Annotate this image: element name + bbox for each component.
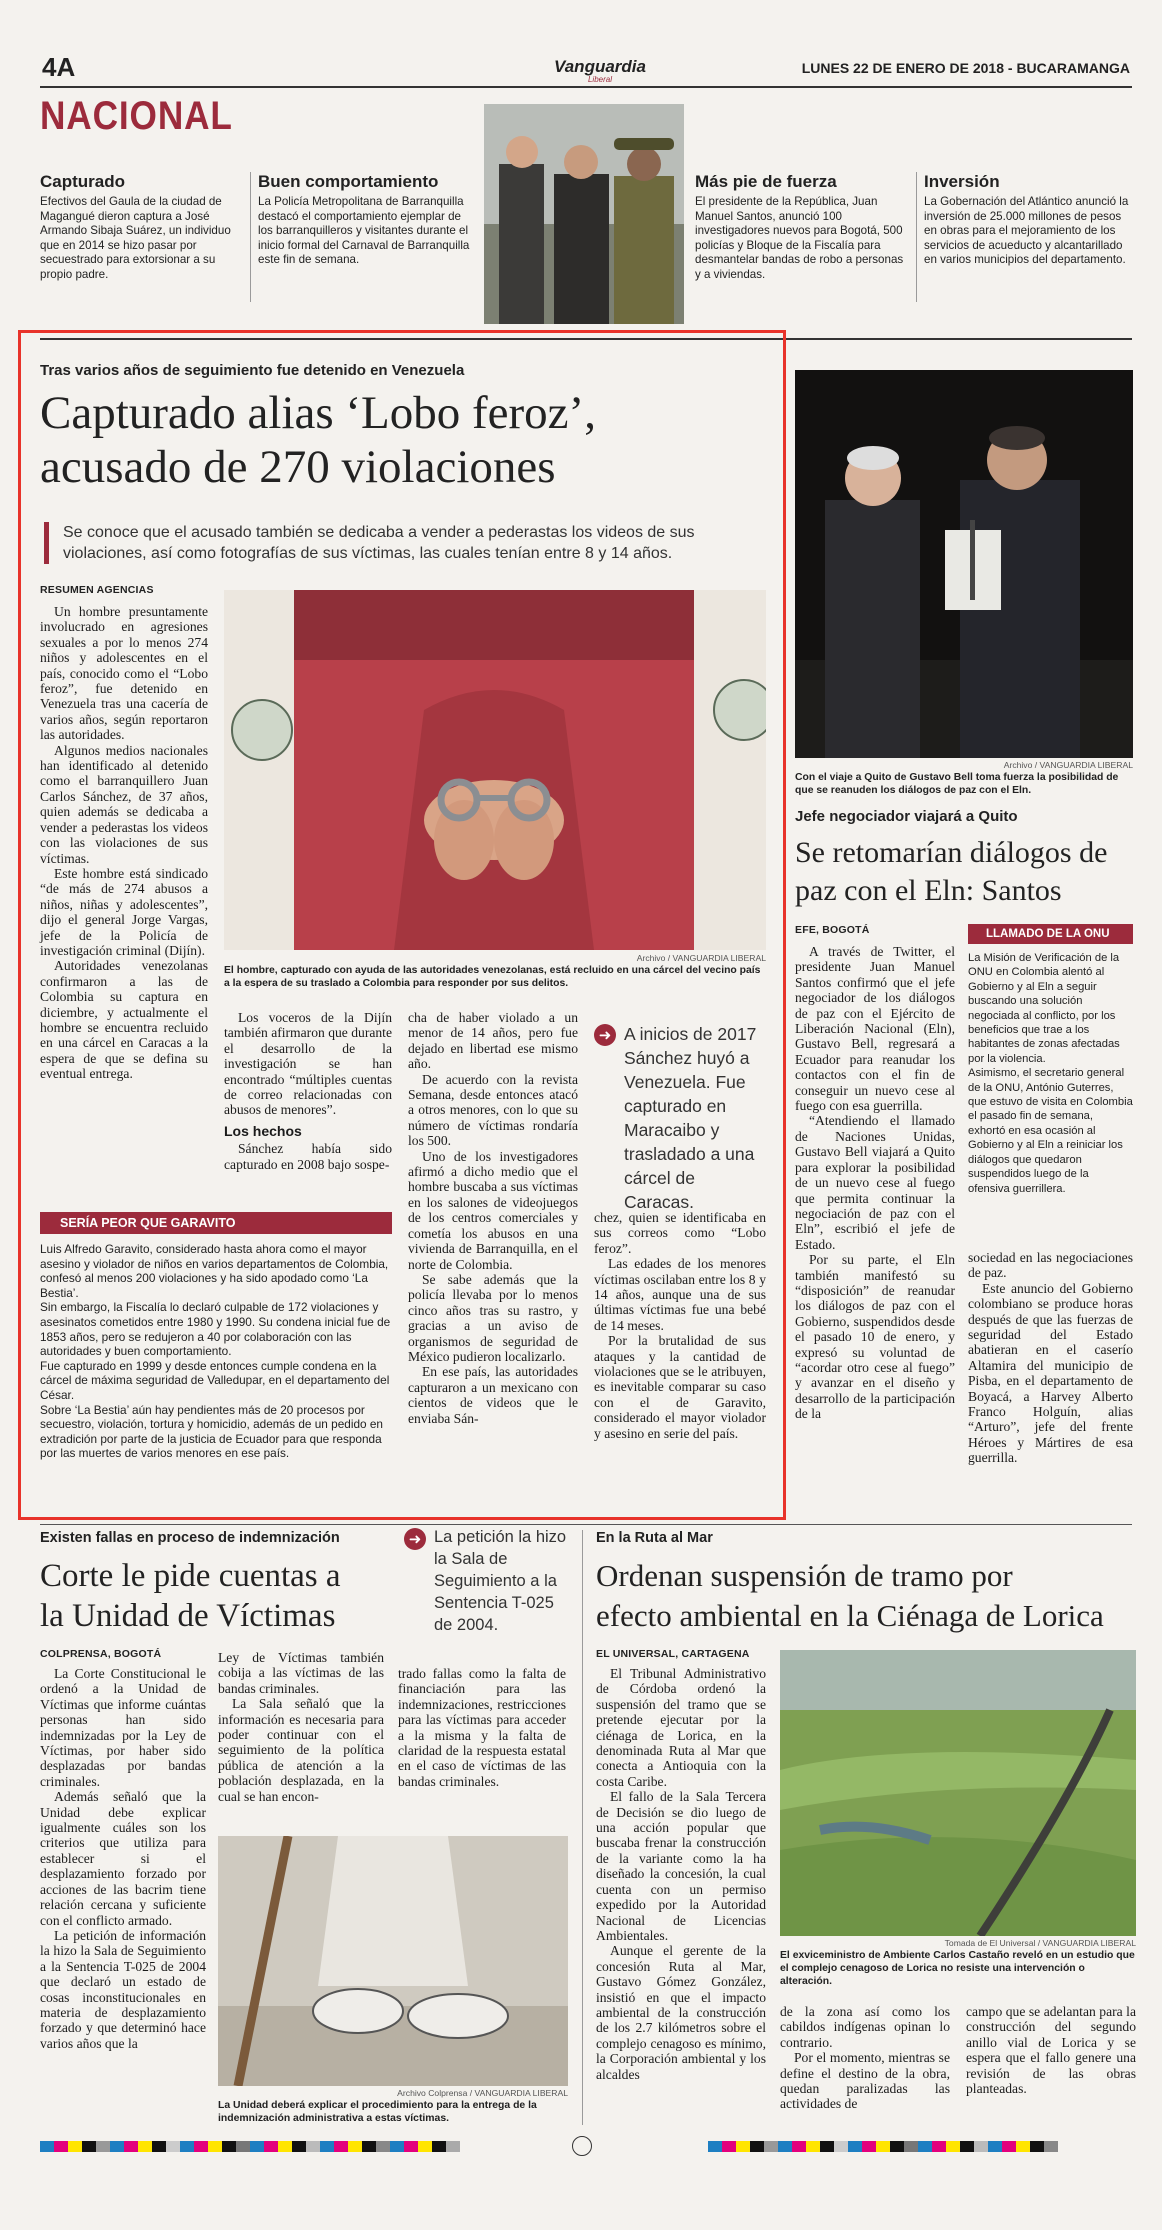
- headline-line: Corte le pide cuentas a: [40, 1558, 341, 1594]
- lobo-deck: [44, 522, 779, 564]
- paragraph: Por su parte, el Eln también manifestó su “disposición” de reanudar los diálogos de paz con el Gobierno, suspendidos desde el pasado 10 de enero, y expresó su voluntad de “acordar otro cese al fuego” y avanzar en el diseño y desarrollo de la participación de la: [795, 1252, 955, 1422]
- eln-photo-credit: Archivo / VANGUARDIA LIBERAL: [1003, 760, 1133, 770]
- lobo-kicker: Tras varios años de seguimiento fue detenido en Venezuela: [40, 362, 465, 379]
- brief-text: El presidente de la República, Juan Manuel Santos, anunció 100 investigadores nuevos para Bogotá, 500 policías y Bloque de la Fiscalía para desmantelar bandas de robo a personas y a viviendas.: [695, 195, 904, 281]
- victimas-kicker: Existen fallas en proceso de indemnización: [40, 1530, 340, 1546]
- box-paragraph: La Misión de Verificación de la ONU en Colombia alentó al Gobierno y al Eln a seguir buscando una solución negociada al conflicto, por los beneficios que trae a los habitantes de zonas afectadas por la violencia.: [968, 952, 1120, 1065]
- brief-title: Buen comportamiento: [258, 172, 439, 191]
- victimas-pull: [404, 1528, 574, 1634]
- onu-box: [968, 924, 1133, 1196]
- paragraph: Aunque el gerente de la concesión Ruta al Mar, Gustavo Gómez González, insistió en que el impacto ambiental de la construcción de los 2.7 kilómetros sobre el complejo cenagoso es mínimo, la Corporación ambiental y los alcaldes: [596, 1943, 766, 2082]
- paragraph: Este anuncio del Gobierno colombiano se produce horas después de que las fuerzas de seguridad del Estado abatieran en el caserío Altamira del municipio de Pisba, en el departamento de Boyacá, a Harvey Alberto Franco Holguín, alias “Arturo”, jefe del frente Héroes y Mártires de esa guerrilla.: [968, 1280, 1133, 1466]
- lobo-photo: [224, 590, 766, 950]
- brief-buen-comportamiento: [258, 172, 470, 268]
- lorica-col2: [780, 2004, 950, 2112]
- sidebar-paragraph: Sobre ‘La Bestia’ aún hay pendientes más de 20 procesos por secuestro, violación, tortura y homicidio, además de un pedido en extradición por parte de la justicia de Ecuador para que responda por las muertes de varios menores en ese país.: [40, 1402, 383, 1461]
- lobo-col3: [408, 1010, 578, 1426]
- subhead: Los hechos: [224, 1122, 302, 1139]
- sidebar-paragraph: Sin embargo, la Fiscalía lo declaró culpable de 172 violaciones y asesinatos cometidos entre 1980 y 1990. Su condena inicial fue de 1853 años, pero se redujeron a 40 por colaboración con las autoridades y buen comportamiento.: [40, 1300, 391, 1359]
- paragraph: Además señaló que la Unidad debe explicar igualmente cuáles son los criterios que utiliza para establecer si el desplazamiento forzado por acciones de las bacrim tiene relación cercana y suficiente con el conflicto armado.: [40, 1789, 206, 1928]
- brief-title: Capturado: [40, 172, 125, 191]
- header-date: LUNES 22 DE ENERO DE 2018 - BUCARAMANGA: [801, 60, 1130, 76]
- victimas-headline: [40, 1556, 400, 1636]
- lobo-headline: [40, 386, 780, 494]
- paragraph: La Corte Constitucional le ordenó a la Unidad de Víctimas que informe cuántas personas han sido indemnizadas por la Ley de Víctimas, por haber sido desplazadas por bandas criminales.: [40, 1666, 206, 1789]
- paragraph: chez, quien se identificaba en sus correos como “Lobo feroz”.: [594, 1210, 766, 1256]
- pull-text: La petición la hizo la Sala de Seguimiento a la Sentencia T-025 de 2004.: [434, 1528, 567, 1634]
- garavito-sidebar: [40, 1212, 392, 1461]
- brief-divider: [916, 172, 917, 302]
- paragraph: Se sabe además que la policía llevaba por lo menos cinco años tras su rastro, y gracias a un aviso de organismos de seguridad de México pudieron localizarlo.: [408, 1271, 578, 1364]
- paragraph: Las edades de los menores víctimas oscilaban entre los 8 y 14 años, aunque una de sus últimas víctimas fue una bebé de 14 meses.: [594, 1256, 766, 1333]
- headline-line: Ordenan suspensión de tramo por: [596, 1558, 1013, 1593]
- victimas-photo: [218, 1836, 568, 2086]
- sidebar-title: SERÍA PEOR QUE GARAVITO: [40, 1212, 392, 1234]
- lorica-col3: [966, 2004, 1136, 2096]
- section-title: NACIONAL: [40, 94, 233, 138]
- brief-capturado: [40, 172, 240, 283]
- registration-mark-icon: [572, 2136, 592, 2156]
- eln-headline: Se retomarían diálogos de paz con el Eln: Santos: [795, 836, 1108, 907]
- headline-line: efecto ambiental en la Ciénaga de Lorica: [596, 1598, 1104, 1633]
- paragraph: sociedad en las negociaciones de paz.: [968, 1250, 1133, 1281]
- lorica-col1: [596, 1666, 766, 2082]
- lobo-byline: RESUMEN AGENCIAS: [40, 584, 154, 596]
- lobo-col1: [40, 604, 208, 1082]
- newspaper-logo: Vanguardia Liberal: [554, 57, 646, 84]
- lorica-photo-credit: Tomada de El Universal / VANGUARDIA LIBERAL: [944, 1938, 1136, 1948]
- paragraph: “Atendiendo el llamado de Naciones Unidas, Gustavo Bell viajará a Quito para explorar la posibilidad de un nuevo cese al fuego que permita continuar la negociación de paz con el Eln”, escribió el jefe de Estado.: [795, 1113, 955, 1252]
- lobo-col2: [224, 1010, 392, 1172]
- page-number: 4A: [42, 52, 76, 82]
- paragraph: Uno de los investigadores afirmó a dicho medio que el hombre buscaba a sus víctimas en los salones de videojuegos de los centros comerciales y cometía los abusos en una vivienda de Barranquilla, en el norte de Colombia.: [408, 1148, 578, 1272]
- paragraph: de la zona así como los cabildos indígenas opinan lo contrario.: [780, 2004, 950, 2050]
- sidebar-paragraph: Fue capturado en 1999 y desde entonces cumple condena en la cárcel de máxima seguridad de Valledupar, en el departamento del César.: [40, 1358, 390, 1402]
- paragraph: Algunos medios nacionales han identificado al detenido como el barranquillero Juan Carlos Sánchez, de 37 años, quien además se dedicaba a vender a pederastas los videos con las violaciones de sus víctimas.: [40, 742, 208, 866]
- paragraph: Autoridades venezolanas confirmaron a las de Colombia su captura en diciembre, y actualmente el hombre se encuentra recluido en una cárcel en Caracas a la espera de que se defina su eventual entrega.: [40, 958, 208, 1082]
- headline-line: Capturado alias ‘Lobo feroz’,: [40, 387, 596, 439]
- paragraph: De acuerdo con la revista Semana, desde entonces atacó a otros menores, con lo que su número de víctimas rondaría los 500.: [408, 1071, 578, 1149]
- paragraph: Por la brutalidad de sus ataques y la cantidad de violaciones que se le atribuyen, es inevitable comparar su caso con el de Garavito, considerado el mayor violador y asesino en serie del país.: [594, 1333, 766, 1441]
- paragraph: campo que se adelantan para la construcción del segundo anillo vial de Lorica y se espera que el fallo genere una revisión de las obras planteadas.: [966, 2004, 1136, 2097]
- sidebar-paragraph: Luis Alfredo Garavito, considerado hasta ahora como el mayor asesino y violador de niños en varios departamentos de Colombia, confesó al menos 200 violaciones y ha sido apodado como ‘La Bestia’.: [40, 1242, 389, 1300]
- bottom-section-rule: [40, 1524, 1132, 1525]
- headline-line: la Unidad de Víctimas: [40, 1598, 336, 1634]
- paragraph: Sánchez había sido capturado en 2008 bajo sospe-: [224, 1141, 392, 1172]
- box-title: LLAMADO DE LA ONU: [968, 924, 1133, 944]
- paragraph: El Tribunal Administrativo de Córdoba ordenó la suspensión del tramo que se pretende ejecutar por la ciénaga de Lorica, en la denominada Ruta al Mar que conecta a Antioquia con la costa Caribe.: [596, 1666, 766, 1789]
- victimas-col2: [218, 1650, 384, 1804]
- paragraph: Un hombre presuntamente involucrado en agresiones sexuales a por lo menos 274 niños y adolescentes en el país, conocido como el “Lobo feroz”, fue detenido en Venezuela tras una cacería de varios años, según reportaron las autoridades.: [40, 604, 208, 743]
- victimas-photo-caption: La Unidad deberá explicar el procedimiento para la entrega de la indemnización administrativa a estas víctimas.: [218, 2100, 537, 2124]
- arrow-icon: ➜: [404, 1528, 426, 1550]
- paragraph: trado fallas como la falta de financiación para las indemnizaciones, restricciones para las víctimas para acceder a la misma y la falta de claridad de la respuesta estatal en el caso de víctimas de las bandas criminales.: [398, 1666, 566, 1789]
- brief-text: La Policía Metropolitana de Barranquilla destacó el comportamiento ejemplar de los barranquilleros y visitantes durante el inicio formal del Carnaval de Barranquilla este fin de semana.: [258, 195, 470, 267]
- paragraph: Este hombre está sindicado “de más de 274 abusos a niños, niñas y adolescentes”, dijo el general Jorge Vargas, jefe de la Policía de investigación criminal (Dijín).: [40, 865, 208, 958]
- lobo-col4: [594, 1210, 766, 1441]
- pull-text: A inicios de 2017 Sánchez huyó a Venezuela. Fue capturado en Maracaibo y trasladado a una cárcel de Caracas.: [624, 1024, 757, 1212]
- paragraph: La Sala señaló que la información es necesaria para poder continuar con el seguimiento de la política pública de atención a la población desplazada, en la cual se han encon-: [218, 1696, 384, 1804]
- header-rule: [40, 86, 1132, 88]
- brief-text: Efectivos del Gaula de la ciudad de Magangué dieron captura a José Armando Sibaja Suárez, un individuo que en 2014 se hizo pasar por secuestrado para extorsionar a su propio padre.: [40, 195, 231, 281]
- victimas-photo-credit: Archivo Colprensa / VANGUARDIA LIBERAL: [397, 2088, 568, 2098]
- brief-text: La Gobernación del Atlántico anunció la inversión de 25.000 millones de pesos en obras para el mejoramiento de los servicios de acueducto y alcantarillado en varios municipios del departamento.: [924, 195, 1129, 267]
- paragraph: En ese país, las autoridades capturaron a un mexicano con cientos de videos que le enviaba Sán-: [408, 1364, 578, 1426]
- lobo-pull-quote: [594, 1024, 766, 1212]
- eln-photo: [795, 370, 1133, 758]
- lorica-photo: [780, 1650, 1136, 1936]
- paragraph: cha de haber violado a un menor de 14 años, pero fue dejado en libertad ese mismo año.: [408, 1010, 578, 1072]
- brief-pie-de-fuerza: [695, 172, 905, 283]
- paragraph: Por el momento, mientras se define el destino de la obra, quedan paralizadas las actividades de: [780, 2050, 950, 2112]
- lorica-kicker: En la Ruta al Mar: [596, 1530, 713, 1546]
- victimas-col3: [398, 1666, 566, 1789]
- arrow-icon: ➜: [594, 1024, 616, 1046]
- lorica-headline: [596, 1556, 1136, 1636]
- lobo-photo-caption: El hombre, capturado con ayuda de las autoridades venezolanas, está recluido en una cárcel del vecino país a la espera de su traslado a Colombia para responder por sus delitos.: [224, 965, 761, 989]
- brief-title: Más pie de fuerza: [695, 172, 837, 191]
- paragraph: A través de Twitter, el presidente Juan Manuel Santos confirmó que el jefe negociador de los diálogos de paz con el Ejército de Liberación Nacional (Eln), Gustavo Bell, regresará a Ecuador para reanudar los contactos con el fin de conseguir un nuevo cese al fuego con esa guerrilla.: [795, 944, 955, 1114]
- brief-inversion: [924, 172, 1134, 268]
- lorica-photo-caption: El exviceministro de Ambiente Carlos Castaño reveló en un estudio que el complejo cenagoso de Lorica no resiste una intervención o alteración.: [780, 1950, 1135, 1987]
- eln-kicker: Jefe negociador viajará a Quito: [795, 808, 1018, 825]
- lobo-photo-credit: Archivo / VANGUARDIA LIBERAL: [636, 953, 766, 963]
- lorica-byline: EL UNIVERSAL, CARTAGENA: [596, 1648, 750, 1660]
- victimas-col1: [40, 1666, 206, 2051]
- headline-line: acusado de 270 violaciones: [40, 441, 556, 493]
- eln-photo-caption: Con el viaje a Quito de Gustavo Bell toma fuerza la posibilidad de que se reanuden los diálogos de paz con el Eln.: [795, 772, 1119, 796]
- box-paragraph: Asimismo, el secretario general de la ONU, António Guterres, que estuvo de visita en Colombia el pasado fin de semana, exhortó en esa ocasión al Gobierno y al Eln a reiniciar los diálogos que quedaron suspendidos luego de la ofensiva guerrillera.: [968, 1067, 1133, 1195]
- eln-col2: [968, 1250, 1133, 1466]
- paragraph: Ley de Víctimas también cobija a las víctimas de las bandas criminales.: [218, 1650, 384, 1696]
- paragraph: Los voceros de la Dijín también afirmaron que durante el desarrollo de la investigación se han encontrado “múltiples cuentas de correo relacionadas con abusos de menores”.: [224, 1010, 392, 1118]
- deck-text: Se conoce que el acusado también se dedicaba a vender a pederastas los videos de sus violaciones, así como fotografías de sus víctimas, las cuales tenían entre 8 y 14 años.: [63, 524, 695, 562]
- paragraph: La petición de información la hizo la Sala de Seguimiento a la Sentencia T-025 de 2004 que declaró un estado de cosas inconstitucionales en materia de desplazamiento forzado y que determinó hace varios años que la: [40, 1927, 206, 2051]
- paragraph: El fallo de la Sala Tercera de Decisión se dio luego de una acción popular que buscaba frenar la construcción de la variante como la ha diseñado la concesión, la cual cuenta con un permiso expedido por la Autoridad Nacional de Licencias Ambientales.: [596, 1789, 766, 1943]
- brief-divider: [250, 172, 251, 302]
- eln-byline: EFE, BOGOTÁ: [795, 924, 870, 936]
- brief-title: Inversión: [924, 172, 1000, 191]
- briefs-photo: [484, 104, 684, 324]
- eln-col1: [795, 944, 955, 1422]
- column-divider: [582, 1530, 583, 2125]
- victimas-byline: COLPRENSA, BOGOTÁ: [40, 1648, 162, 1660]
